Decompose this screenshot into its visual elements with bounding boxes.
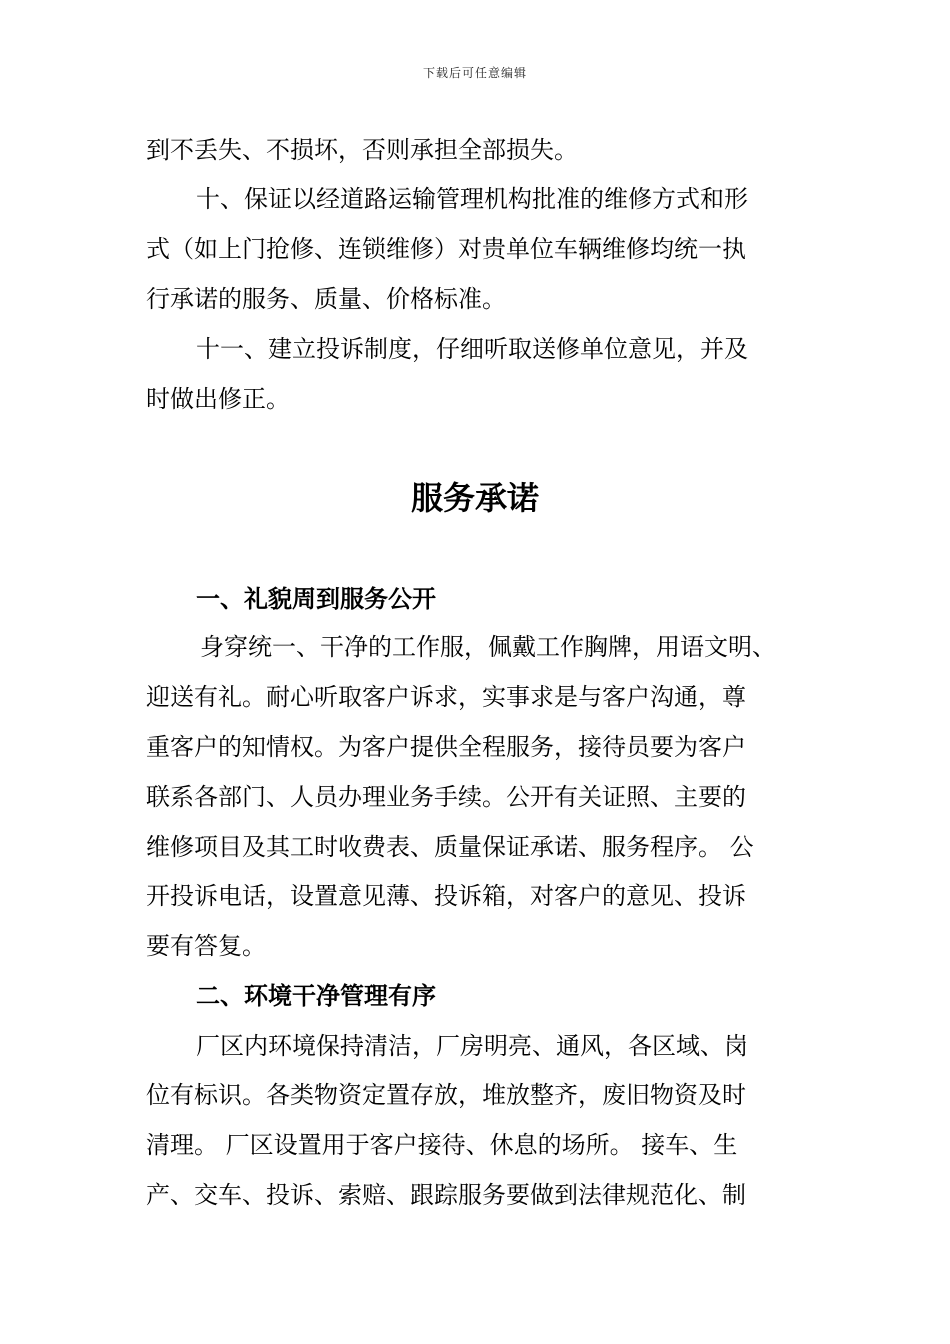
section-1-line-1: 身穿统一、干净的工作服，佩戴工作胸牌，用语文明、 — [200, 633, 776, 661]
section-1-line-2: 迎送有礼。耐心听取客户诉求，实事求是与客户沟通，尊 — [146, 683, 746, 711]
intro-line-1: 到不丢失、不损坏，否则承担全部损失。 — [146, 136, 578, 164]
section-1-heading: 一、礼貌周到服务公开 — [196, 585, 436, 613]
section-1-line-6: 开投诉电话，设置意见薄、投诉箱，对客户的意见、投诉 — [146, 882, 746, 910]
section-2-line-4: 产、交车、投诉、索赔、跟踪服务要做到法律规范化、制 — [146, 1181, 746, 1209]
page-header: 下载后可任意编辑 — [422, 66, 527, 80]
section-2-heading: 二、环境干净管理有序 — [196, 982, 436, 1010]
section-1-line-4: 联系各部门、人员办理业务手续。公开有关证照、主要的 — [146, 783, 746, 811]
intro-line-3: 式（如上门抢修、连锁维修）对贵单位车辆维修均统一执 — [146, 235, 746, 263]
intro-line-2: 十、保证以经道路运输管理机构批准的维修方式和形 — [196, 185, 748, 213]
section-2-line-1: 厂区内环境保持清洁，厂房明亮、通风，各区域、岗 — [196, 1032, 748, 1060]
section-2-line-3: 清理。 厂区设置用于客户接待、休息的场所。 接车、生 — [146, 1131, 738, 1159]
section-1-line-7: 要有答复。 — [146, 932, 266, 960]
intro-line-5: 十一、建立投诉制度，仔细听取送修单位意见，并及 — [196, 335, 748, 363]
intro-line-4: 行承诺的服务、质量、价格标准。 — [146, 285, 506, 313]
document-title: 服务承诺 — [410, 479, 539, 517]
section-1-line-5: 维修项目及其工时收费表、质量保证承诺、服务程序。 公 — [146, 833, 754, 861]
section-1-line-3: 重客户的知情权。为客户提供全程服务，接待员要为客户 — [146, 733, 746, 761]
section-2-line-2: 位有标识。各类物资定置存放，堆放整齐，废旧物资及时 — [146, 1081, 746, 1109]
intro-line-6: 时做出修正。 — [146, 385, 290, 413]
